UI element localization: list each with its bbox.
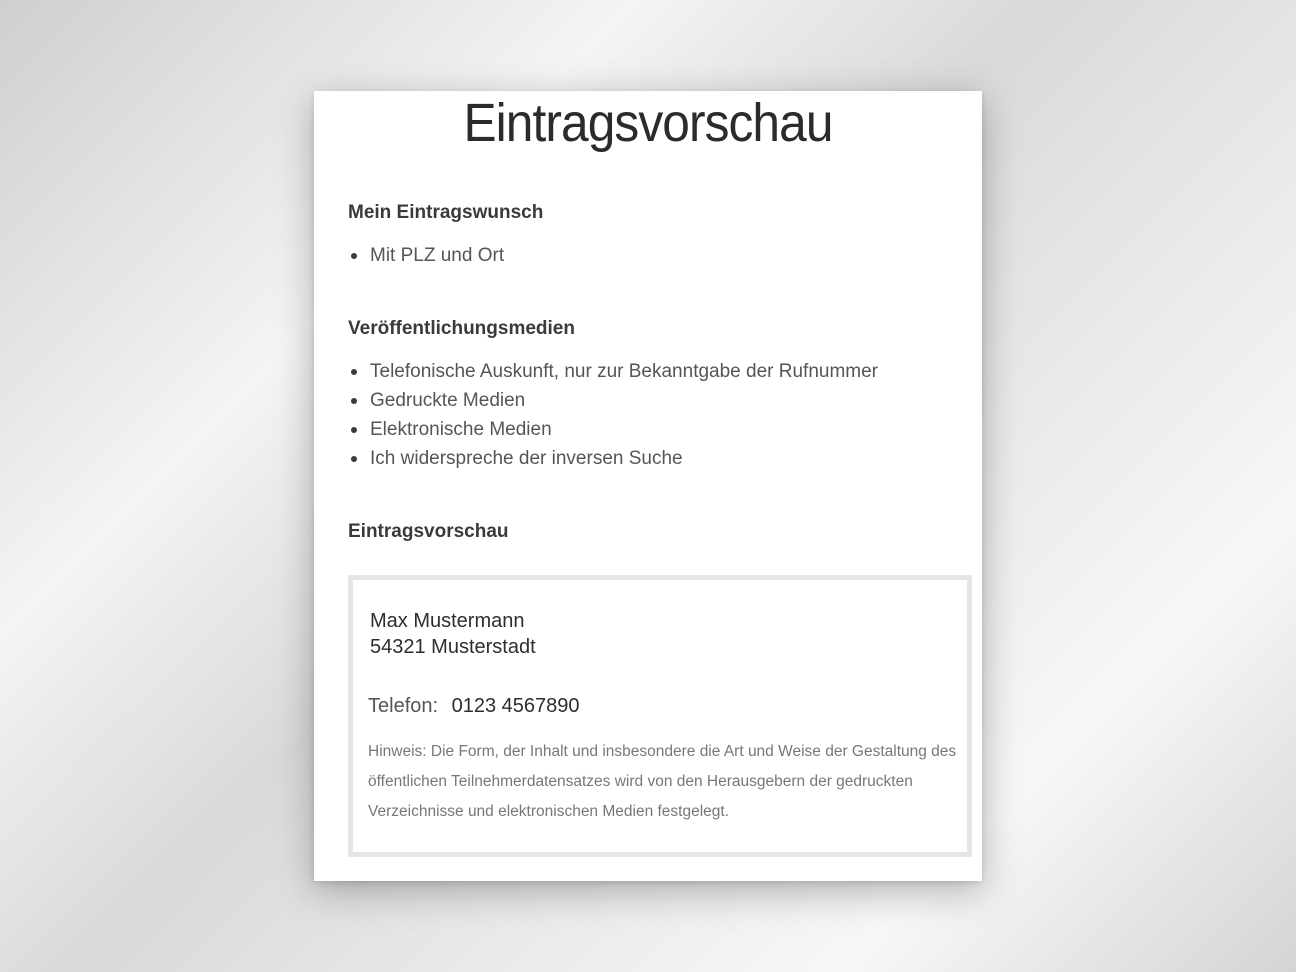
bullet-icon bbox=[351, 456, 357, 462]
phone-row bbox=[368, 696, 580, 716]
phone-number: 0123 4567890 bbox=[451, 695, 580, 717]
list-item: Telefonische Auskunft, nur zur Bekanntgabe der Rufnummer bbox=[348, 357, 878, 386]
media-list bbox=[348, 357, 878, 473]
preview-heading: Eintragsvorschau bbox=[348, 521, 509, 542]
list-item: Ich widerspreche der inversen Suche bbox=[348, 444, 878, 473]
list-item: Gedruckte Medien bbox=[348, 386, 878, 415]
bullet-icon bbox=[351, 369, 357, 375]
entry-wish-heading: Mein Eintragswunsch bbox=[348, 202, 544, 223]
bullet-icon bbox=[351, 427, 357, 433]
phone-label: Telefon: bbox=[368, 695, 439, 717]
media-heading: Veröffentlichungsmedien bbox=[348, 318, 575, 339]
list-item: Elektronische Medien bbox=[348, 415, 878, 444]
entry-wish-list bbox=[348, 241, 504, 270]
preview-city: 54321 Musterstadt bbox=[370, 636, 536, 658]
list-item: Mit PLZ und Ort bbox=[348, 241, 504, 270]
page-title: Eintragsvorschau bbox=[463, 93, 833, 153]
bullet-icon bbox=[351, 253, 357, 259]
hint-text: Hinweis: Die Form, der Inhalt und insbesondere die Art und Weise der Gestaltung des öffentlichen Teilnehmerdatensatzes wird von den Herausgebern der gedruckten Verzeichnisse und elektronischen Medien festgelegt. bbox=[368, 743, 957, 820]
bullet-icon bbox=[351, 398, 357, 404]
preview-name: Max Mustermann bbox=[370, 610, 525, 632]
